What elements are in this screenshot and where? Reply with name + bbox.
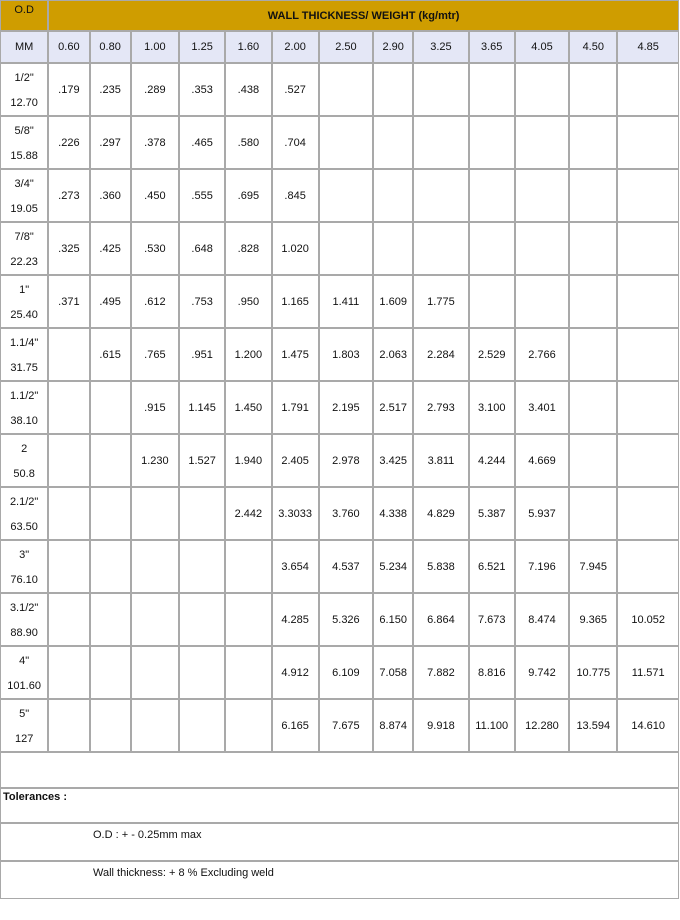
- weight-cell: 2.195: [319, 381, 373, 434]
- weight-cell: 3.811: [413, 434, 468, 487]
- weight-cell: .425: [90, 222, 131, 275]
- weight-cell: .612: [131, 275, 179, 328]
- weight-cell: 1.940: [225, 434, 271, 487]
- weight-cell: [48, 646, 89, 699]
- od-mm: 22.23: [10, 255, 38, 268]
- od-mm: 25.40: [10, 308, 38, 321]
- weight-cell: 5.838: [413, 540, 468, 593]
- weight-cell: 3.100: [469, 381, 515, 434]
- weight-cell: 1.411: [319, 275, 373, 328]
- weight-cell: .179: [48, 63, 89, 116]
- weight-cell: 1.450: [225, 381, 271, 434]
- od-mm: 127: [14, 732, 34, 745]
- weight-cell: [617, 169, 679, 222]
- weight-cell: [90, 699, 131, 752]
- table-row: [0, 487, 679, 540]
- weight-cell: [90, 487, 131, 540]
- weight-cell: .828: [225, 222, 271, 275]
- weight-cell: 5.937: [515, 487, 569, 540]
- od-size-cell: [0, 646, 48, 699]
- tolerance-row: [0, 788, 679, 823]
- weight-cell: [131, 646, 179, 699]
- weight-cell: .235: [90, 63, 131, 116]
- weight-cell: [90, 381, 131, 434]
- weight-cell: 9.918: [413, 699, 468, 752]
- weight-cell: 14.610: [617, 699, 679, 752]
- weight-cell: 7.675: [319, 699, 373, 752]
- thickness-header: 1.25: [179, 31, 225, 63]
- weight-cell: .704: [272, 116, 319, 169]
- table-row: [0, 169, 679, 222]
- od-size-cell: [0, 116, 48, 169]
- weight-cell: .845: [272, 169, 319, 222]
- weight-cell: 1.475: [272, 328, 319, 381]
- weight-cell: [225, 646, 271, 699]
- od-size-cell: [0, 275, 48, 328]
- weight-cell: 2.442: [225, 487, 271, 540]
- weight-cell: 11.100: [469, 699, 515, 752]
- weight-cell: [413, 63, 468, 116]
- weight-cell: 4.912: [272, 646, 319, 699]
- weight-cell: [179, 699, 225, 752]
- weight-cell: .915: [131, 381, 179, 434]
- weight-cell: 4.285: [272, 593, 319, 646]
- weight-cell: 4.669: [515, 434, 569, 487]
- weight-cell: .438: [225, 63, 271, 116]
- weight-cell: [48, 328, 89, 381]
- weight-cell: [131, 699, 179, 752]
- od-inch: 5": [19, 707, 30, 720]
- table-row: [0, 540, 679, 593]
- weight-cell: 6.150: [373, 593, 413, 646]
- weight-cell: .695: [225, 169, 271, 222]
- weight-cell: .465: [179, 116, 225, 169]
- weight-cell: 6.165: [272, 699, 319, 752]
- od-inch: 7/8": [14, 230, 34, 243]
- weight-cell: 12.280: [515, 699, 569, 752]
- thickness-header: 4.05: [515, 31, 569, 63]
- od-inch: 1.1/4": [9, 336, 39, 349]
- weight-cell: 2.405: [272, 434, 319, 487]
- table-title: WALL THICKNESS/ WEIGHT (kg/mtr): [48, 0, 679, 31]
- thickness-header: 3.25: [413, 31, 468, 63]
- weight-cell: 2.284: [413, 328, 468, 381]
- weight-cell: 4.829: [413, 487, 468, 540]
- weight-cell: [569, 434, 617, 487]
- weight-cell: 3.401: [515, 381, 569, 434]
- weight-cell: 3.654: [272, 540, 319, 593]
- thickness-header: 1.00: [131, 31, 179, 63]
- weight-cell: 7.673: [469, 593, 515, 646]
- weight-cell: 2.529: [469, 328, 515, 381]
- od-inch: 3": [19, 548, 30, 561]
- weight-cell: [48, 593, 89, 646]
- weight-cell: 4.338: [373, 487, 413, 540]
- weight-cell: [569, 381, 617, 434]
- weight-cell: [90, 434, 131, 487]
- od-size-cell: [0, 381, 48, 434]
- weight-cell: [569, 169, 617, 222]
- table-row: [0, 593, 679, 646]
- weight-cell: .297: [90, 116, 131, 169]
- weight-cell: [373, 116, 413, 169]
- weight-cell: 7.196: [515, 540, 569, 593]
- od-inch: 3.1/2": [9, 601, 39, 614]
- weight-cell: 3.760: [319, 487, 373, 540]
- weight-cell: [225, 540, 271, 593]
- weight-cell: [569, 487, 617, 540]
- weight-cell: [179, 540, 225, 593]
- weight-cell: 2.793: [413, 381, 468, 434]
- weight-cell: [469, 63, 515, 116]
- weight-cell: .615: [90, 328, 131, 381]
- thickness-header: 1.60: [225, 31, 271, 63]
- weight-cell: .950: [225, 275, 271, 328]
- od-mm: 50.8: [13, 467, 35, 480]
- weight-cell: .527: [272, 63, 319, 116]
- thickness-header: 2.90: [373, 31, 413, 63]
- od-mm: 101.60: [7, 679, 41, 692]
- weight-cell: [319, 222, 373, 275]
- weight-cell: .273: [48, 169, 89, 222]
- weight-cell: 9.365: [569, 593, 617, 646]
- weight-cell: [617, 381, 679, 434]
- weight-cell: [48, 487, 89, 540]
- weight-cell: [319, 63, 373, 116]
- weight-cell: [413, 222, 468, 275]
- weight-cell: 13.594: [569, 699, 617, 752]
- weight-cell: 1.609: [373, 275, 413, 328]
- od-size-cell: [0, 434, 48, 487]
- weight-cell: 1.020: [272, 222, 319, 275]
- weight-cell: [179, 593, 225, 646]
- weight-cell: [373, 63, 413, 116]
- weight-cell: .378: [131, 116, 179, 169]
- weight-cell: 1.791: [272, 381, 319, 434]
- od-mm: 12.70: [10, 96, 38, 109]
- weight-cell: 1.230: [131, 434, 179, 487]
- od-size-cell: [0, 593, 48, 646]
- weight-cell: .765: [131, 328, 179, 381]
- weight-cell: [48, 540, 89, 593]
- od-size-cell: [0, 699, 48, 752]
- weight-cell: 1.803: [319, 328, 373, 381]
- weight-cell: [48, 381, 89, 434]
- table-row: [0, 63, 679, 116]
- table-row: [0, 646, 679, 699]
- weight-cell: 10.775: [569, 646, 617, 699]
- weight-cell: 1.527: [179, 434, 225, 487]
- weight-cell: [617, 328, 679, 381]
- thickness-header: 4.50: [569, 31, 617, 63]
- weight-cell: [569, 222, 617, 275]
- weight-cell: .450: [131, 169, 179, 222]
- weight-cell: .360: [90, 169, 131, 222]
- weight-cell: 3.3033: [272, 487, 319, 540]
- od-mm: 63.50: [10, 520, 38, 533]
- weight-cell: 8.816: [469, 646, 515, 699]
- weight-cell: [515, 116, 569, 169]
- weight-cell: 8.474: [515, 593, 569, 646]
- weight-cell: .353: [179, 63, 225, 116]
- weight-cell: 6.521: [469, 540, 515, 593]
- spacer-cell: [0, 752, 679, 788]
- weight-cell: 9.742: [515, 646, 569, 699]
- table-row: [0, 328, 679, 381]
- table-row: [0, 116, 679, 169]
- thickness-header: 3.65: [469, 31, 515, 63]
- mm-header: MM: [0, 31, 48, 63]
- weight-cell: .495: [90, 275, 131, 328]
- od-inch: 4": [19, 654, 30, 667]
- weight-cell: [617, 434, 679, 487]
- weight-cell: [617, 487, 679, 540]
- weight-cell: 7.882: [413, 646, 468, 699]
- weight-cell: [90, 646, 131, 699]
- od-mm: 15.88: [10, 149, 38, 162]
- thickness-header: 0.80: [90, 31, 131, 63]
- weight-cell: 1.165: [272, 275, 319, 328]
- od-mm: 88.90: [10, 626, 38, 639]
- weight-cell: [569, 116, 617, 169]
- weight-cell: 1.200: [225, 328, 271, 381]
- weight-cell: .580: [225, 116, 271, 169]
- od-inch: 1.1/2": [9, 389, 39, 402]
- weight-cell: [617, 222, 679, 275]
- weight-cell: [569, 328, 617, 381]
- weight-cell: .226: [48, 116, 89, 169]
- weight-cell: .325: [48, 222, 89, 275]
- weight-cell: [617, 116, 679, 169]
- thickness-header: 2.50: [319, 31, 373, 63]
- weight-cell: [48, 434, 89, 487]
- weight-cell: [617, 275, 679, 328]
- weight-cell: [90, 593, 131, 646]
- od-size-cell: [0, 487, 48, 540]
- weight-cell: [48, 699, 89, 752]
- weight-cell: .530: [131, 222, 179, 275]
- weight-cell: 1.145: [179, 381, 225, 434]
- od-size-cell: [0, 222, 48, 275]
- weight-cell: [515, 169, 569, 222]
- od-size-cell: [0, 328, 48, 381]
- weight-cell: [617, 63, 679, 116]
- tolerances-label: Tolerances :: [0, 788, 679, 823]
- table-row: [0, 699, 679, 752]
- weight-cell: [373, 169, 413, 222]
- weight-cell: .753: [179, 275, 225, 328]
- weight-cell: 6.109: [319, 646, 373, 699]
- od-mm: 76.10: [10, 573, 38, 586]
- od-inch: 5/8": [14, 124, 34, 137]
- weight-cell: [515, 63, 569, 116]
- weight-cell: [131, 540, 179, 593]
- table-row: [0, 275, 679, 328]
- weight-cell: 6.864: [413, 593, 468, 646]
- weight-cell: 2.517: [373, 381, 413, 434]
- weight-cell: .555: [179, 169, 225, 222]
- weight-cell: .289: [131, 63, 179, 116]
- weight-cell: 2.978: [319, 434, 373, 487]
- weight-cell: [225, 593, 271, 646]
- weight-cell: [413, 169, 468, 222]
- weight-cell: 2.063: [373, 328, 413, 381]
- od-size-cell: [0, 63, 48, 116]
- weight-cell: [469, 116, 515, 169]
- od-mm: 31.75: [10, 361, 38, 374]
- od-size-cell: [0, 540, 48, 593]
- od-mm: 38.10: [10, 414, 38, 427]
- weight-cell: [413, 116, 468, 169]
- weight-cell: [569, 275, 617, 328]
- od-inch: 1": [19, 283, 30, 296]
- weight-cell: 8.874: [373, 699, 413, 752]
- od-mm: 19.05: [10, 202, 38, 215]
- weight-cell: [319, 169, 373, 222]
- od-inch: 1/2": [14, 71, 34, 84]
- weight-cell: 5.387: [469, 487, 515, 540]
- weight-cell: 3.425: [373, 434, 413, 487]
- weight-cell: [569, 63, 617, 116]
- tolerance-od: O.D : + - 0.25mm max: [0, 823, 679, 861]
- table-row: [0, 381, 679, 434]
- weight-cell: [131, 487, 179, 540]
- weight-cell: [179, 646, 225, 699]
- od-inch: 3/4": [14, 177, 34, 190]
- weight-cell: 4.537: [319, 540, 373, 593]
- weight-cell: [225, 699, 271, 752]
- weight-cell: 7.945: [569, 540, 617, 593]
- weight-cell: .951: [179, 328, 225, 381]
- od-header: O.D: [0, 0, 48, 31]
- weight-cell: 4.244: [469, 434, 515, 487]
- weight-cell: [469, 222, 515, 275]
- weight-cell: [90, 540, 131, 593]
- tolerance-wall: Wall thickness: + 8 % Excluding weld: [0, 861, 679, 899]
- weight-cell: .371: [48, 275, 89, 328]
- table-row: [0, 434, 679, 487]
- od-inch: 2: [21, 442, 28, 455]
- thickness-header: 4.85: [617, 31, 679, 63]
- tolerance-row: [0, 823, 679, 861]
- weight-cell: [515, 275, 569, 328]
- weight-cell: [469, 169, 515, 222]
- table-row: [0, 222, 679, 275]
- weight-cell: .648: [179, 222, 225, 275]
- weight-cell: [469, 275, 515, 328]
- weight-cell: 11.571: [617, 646, 679, 699]
- weight-cell: [617, 540, 679, 593]
- tolerance-row: [0, 861, 679, 899]
- weight-cell: [373, 222, 413, 275]
- thickness-header: 2.00: [272, 31, 319, 63]
- weight-cell: [319, 116, 373, 169]
- weight-cell: [131, 593, 179, 646]
- weight-cell: 5.234: [373, 540, 413, 593]
- weight-cell: [179, 487, 225, 540]
- spacer-row: [0, 752, 679, 788]
- weight-cell: 1.775: [413, 275, 468, 328]
- header-row-thickness: [0, 31, 679, 63]
- weight-cell: 5.326: [319, 593, 373, 646]
- weight-cell: [515, 222, 569, 275]
- weight-cell: 10.052: [617, 593, 679, 646]
- weight-cell: 7.058: [373, 646, 413, 699]
- od-size-cell: [0, 169, 48, 222]
- header-row-title: [0, 0, 679, 31]
- thickness-header: 0.60: [48, 31, 89, 63]
- od-inch: 2.1/2": [9, 495, 39, 508]
- weight-cell: 2.766: [515, 328, 569, 381]
